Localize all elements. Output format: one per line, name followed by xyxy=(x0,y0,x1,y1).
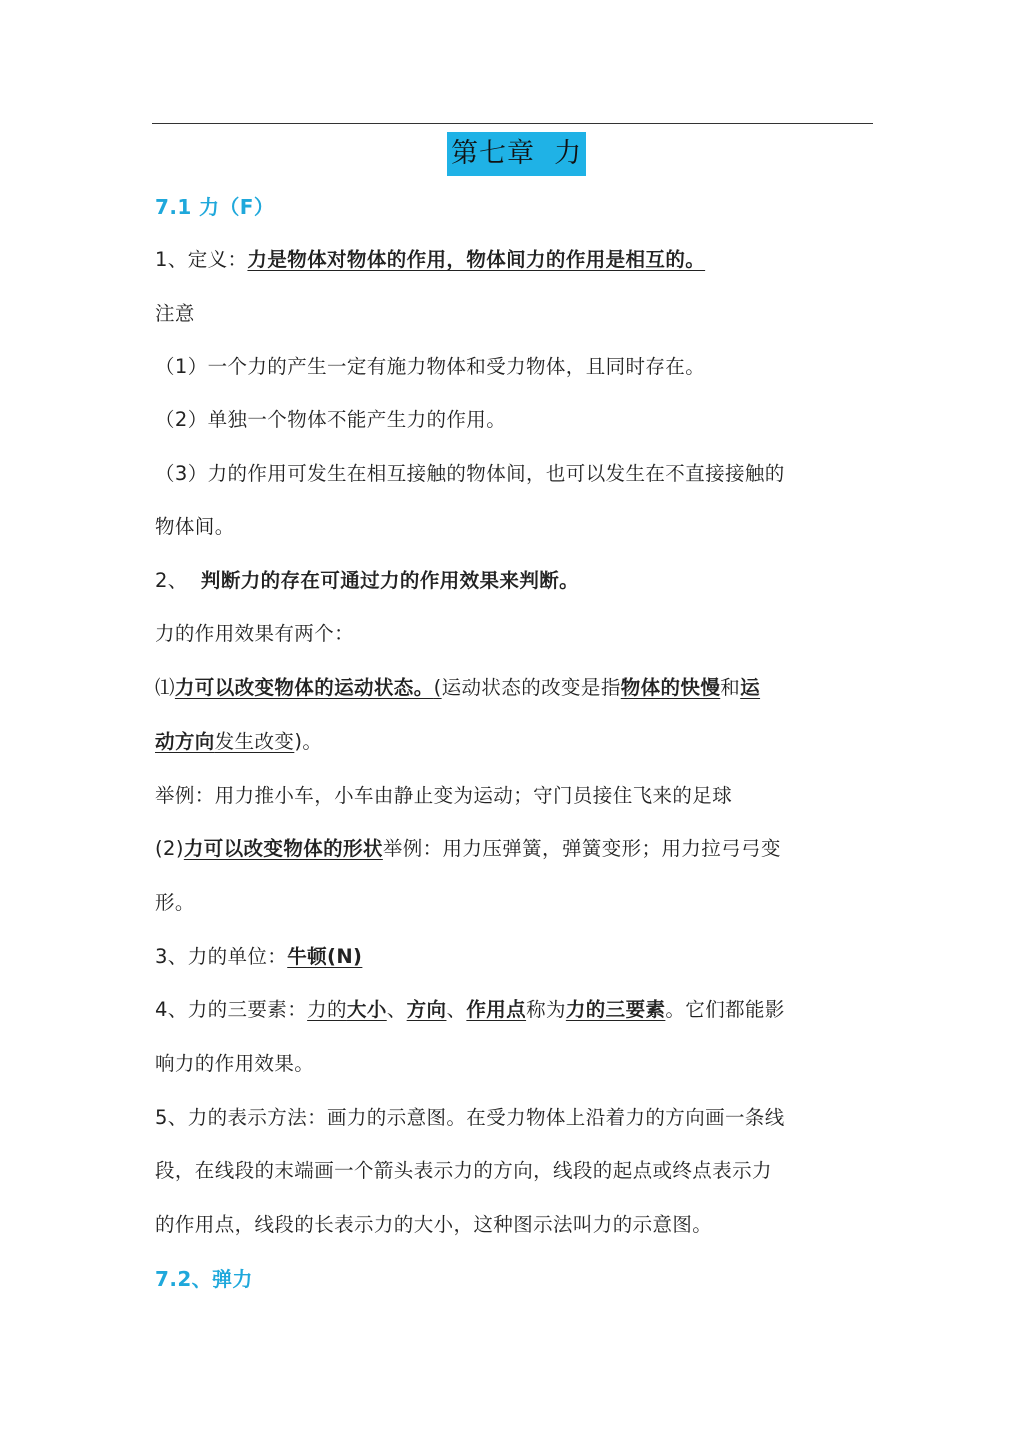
effect-1-desc: 运动状态的改变是指 xyxy=(441,676,621,699)
effect-1-num: ⑴ xyxy=(155,676,175,699)
item-2-text: 判断力的存在可通过力的作用效果来判断。 xyxy=(200,569,580,592)
effect-1-end: 。 xyxy=(302,730,323,753)
item-3-prefix: 3、力的单位： xyxy=(155,945,288,968)
note-label: 注意 xyxy=(155,302,195,325)
effect-1-change: 发生改变 xyxy=(214,730,295,753)
effect-1-and: 和 xyxy=(720,676,741,699)
item-5-line-2: 段，在线段的末端画一个箭头表示力的方向，线段的起点或终点表示力 xyxy=(155,1159,772,1182)
item-4-direction: 方向 xyxy=(406,998,447,1021)
effect-1-speed: 物体的快慢 xyxy=(620,676,721,699)
force-unit: 牛顿(N) xyxy=(287,945,363,968)
force-definition: 力是物体对物体的作用，物体间力的作用是相互的。 xyxy=(247,248,706,271)
effect-2-line-1 xyxy=(155,834,875,864)
note-3-line-1: （3）力的作用可发生在相互接触的物体间，也可以发生在不直接接触的 xyxy=(155,462,785,485)
effect-1-paren-open: ( xyxy=(433,676,442,699)
effect-2-example: 举例：用力压弹簧，弹簧变形；用力拉弓弓变 xyxy=(382,837,781,860)
item-4-point: 作用点 xyxy=(466,998,527,1021)
note-1: （1）一个力的产生一定有施力物体和受力物体，且同时存在。 xyxy=(155,355,706,378)
effect-2-num: (2) xyxy=(155,837,184,860)
item-4-sep-2: 、 xyxy=(446,998,467,1021)
top-rule xyxy=(152,123,873,124)
item-1-prefix: 1、定义： xyxy=(155,248,248,271)
item-5-line-1: 5、力的表示方法：画力的示意图。在受力物体上沿着力的方向画一条线 xyxy=(155,1106,785,1129)
effects-intro: 力的作用效果有两个： xyxy=(155,622,355,645)
effect-1-main: 力可以改变物体的运动状态。 xyxy=(174,676,434,699)
item-4-three-elements: 力的三要素 xyxy=(565,998,666,1021)
item-1-definition xyxy=(155,245,875,275)
item-4-line-2: 响力的作用效果。 xyxy=(155,1052,315,1075)
effect-1-direction-part-1: 运 xyxy=(740,676,761,699)
item-5-line-3: 的作用点，线段的长表示力的大小，这种图示法叫力的示意图。 xyxy=(155,1213,713,1236)
note-2: （2）单独一个物体不能产生力的作用。 xyxy=(155,408,507,431)
effect-1-direction-part-2: 动方向 xyxy=(155,730,215,753)
item-4-sep-1: 、 xyxy=(386,998,407,1021)
item-4-line-1 xyxy=(155,995,875,1025)
section-heading-7-2: 7.2、弹力 xyxy=(155,1267,253,1291)
example-1: 举例：用力推小车，小车由静止变为运动；守门员接住飞来的足球 xyxy=(155,784,733,807)
item-4-called: 称为 xyxy=(526,998,566,1021)
effect-1-paren-close: ) xyxy=(294,730,303,753)
item-4-of: 力的 xyxy=(307,998,347,1021)
effect-1-line-1 xyxy=(155,673,875,703)
chapter-title: 第七章 力 xyxy=(447,132,586,176)
note-3-line-2: 物体间。 xyxy=(155,515,235,538)
effect-1-line-2 xyxy=(155,727,875,757)
effect-2-main: 力可以改变物体的形状 xyxy=(183,837,383,860)
effect-2-line-2: 形。 xyxy=(155,891,195,914)
item-4-rest: 。它们都能影 xyxy=(665,998,785,1021)
item-3 xyxy=(155,942,875,972)
item-4-prefix: 4、力的三要素： xyxy=(155,998,308,1021)
item-2-prefix: 2、 xyxy=(155,569,188,592)
item-2 xyxy=(155,566,875,596)
item-4-size: 大小 xyxy=(346,998,387,1021)
section-heading-7-1: 7.1 力（F） xyxy=(155,195,275,219)
